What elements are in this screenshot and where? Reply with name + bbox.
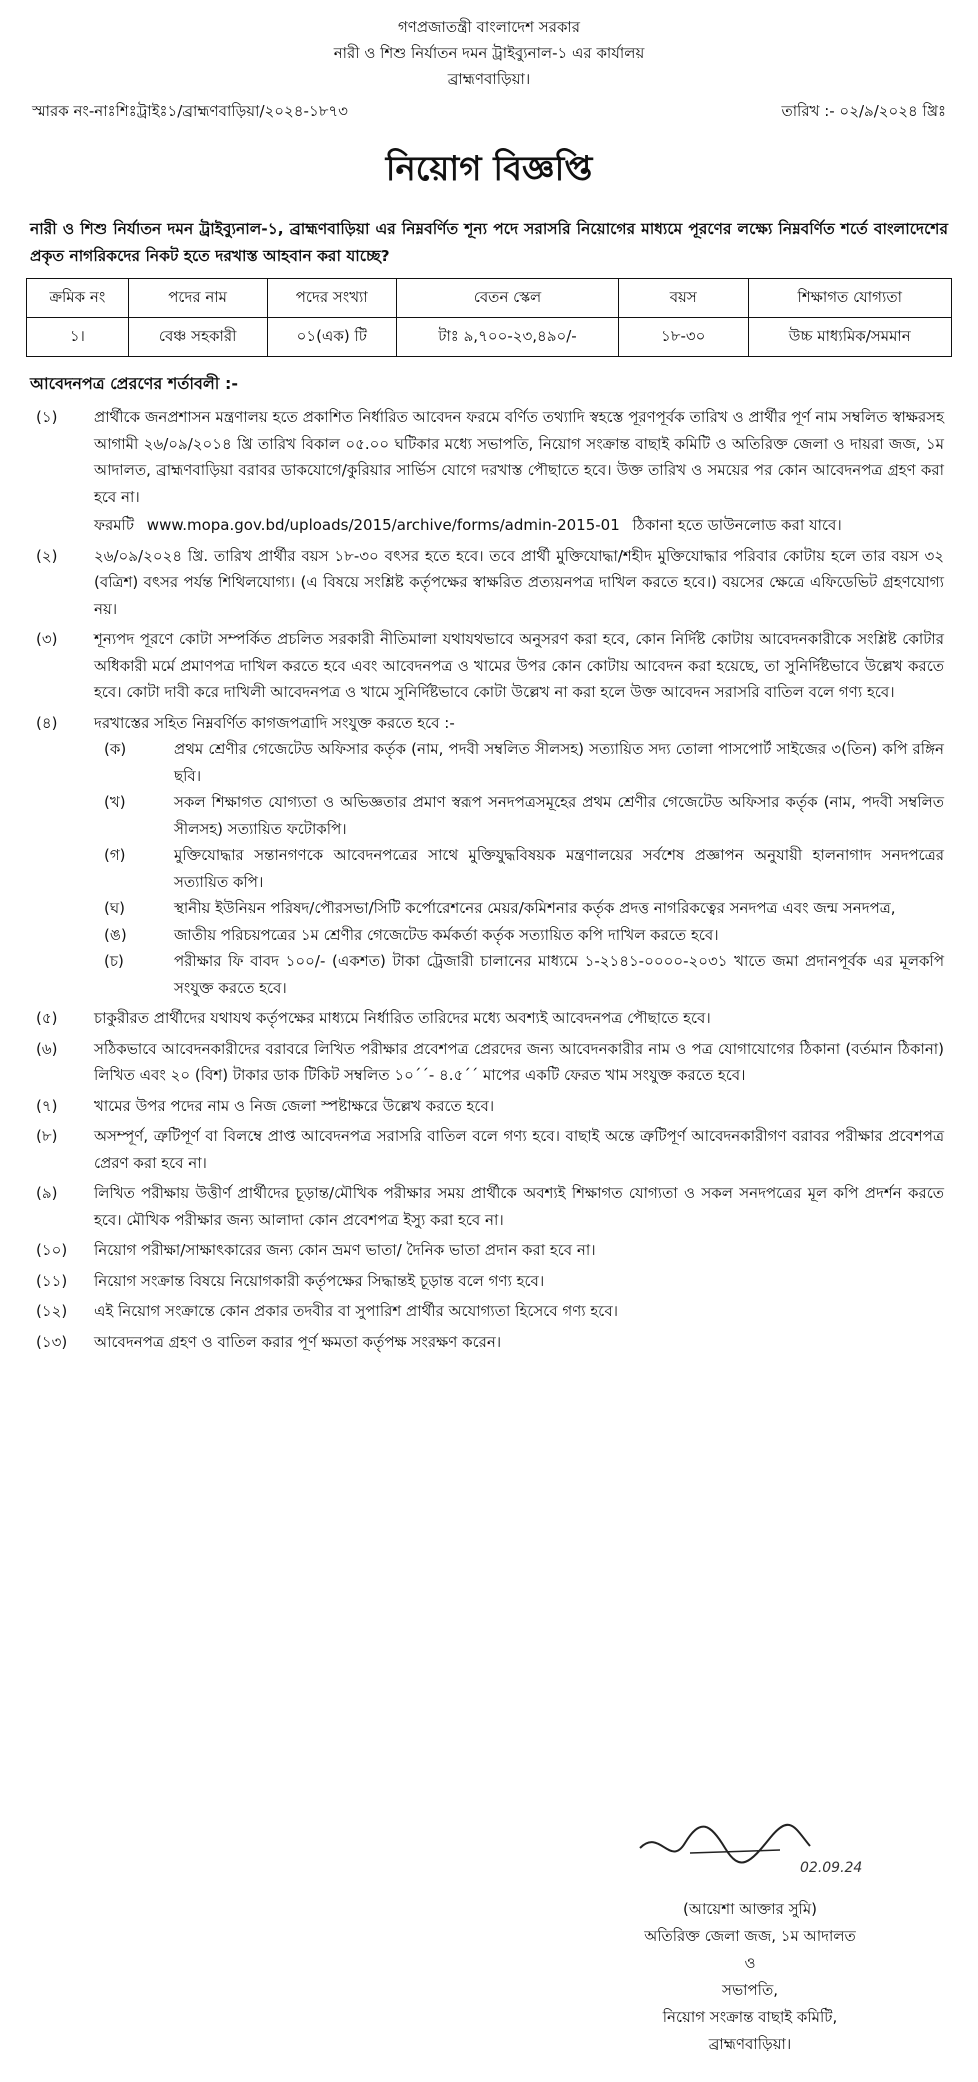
signatory-and: ও <box>744 1954 756 1972</box>
sub-item-uma <box>94 922 944 949</box>
condition-text: অসম্পূর্ণ, ত্রুটিপূর্ণ বা বিলম্বে প্রাপ্ত আবেদনপত্র সরাসরি বাতিল বলে গণ্য হবে। বাছাই অন্তে ত্রুটিপূর্ণ আবেদনকারীগণ বরাবর পরীক্ষার প্রবেশপত্র প্রেরণ করা হবে না। <box>94 1127 944 1172</box>
condition-text: আবেদনপত্র গ্রহণ ও বাতিল করার পূর্ণ ক্ষমতা কর্তৃপক্ষ সংরক্ষণ করেন। <box>94 1332 502 1351</box>
condition-number: (৫) <box>36 1009 58 1027</box>
cell-age: ১৮-৩০ <box>619 318 749 357</box>
sub-item-number: (ক) <box>104 740 127 758</box>
office-name: নারী ও শিশু নির্যাতন দমন ট্রাইব্যুনাল-১ এর কার্যালয় <box>333 44 645 62</box>
sub-item-text: পরীক্ষার ফি বাবদ ১০০/- (একশত) টাকা ট্রেজারী চালানের মাধ্যমে ১-২১৪১-০০০০-২০৩১ খাতে জমা প্রদানপূর্বক এর মূলকপি সংযুক্ত করতে হবে। <box>174 952 944 997</box>
condition-number: (৮) <box>36 1127 58 1145</box>
intro-paragraph: নারী ও শিশু নির্যাতন দমন ট্রাইব্যুনাল-১, ব্রাহ্মণবাড়িয়া এর নিম্নবর্ণিত শূন্য পদে সরাসরি নিয়োগের মাধ্যমে পূরণের লক্ষ্যে নিম্নবর্ণিত শর্তে বাংলাদেশের প্রকৃত নাগরিকদের নিকট হতে দরখাস্ত আহবান করা যাচ্ছে? <box>30 220 948 265</box>
col-count: পদের সংখ্যা <box>267 279 397 318</box>
condition-1 <box>26 404 952 539</box>
signatory-location: ব্রাহ্মণবাড়িয়া। <box>708 2035 792 2053</box>
col-qualification: শিক্ষাগত যোগ্যতা <box>748 279 952 318</box>
condition-text: এই নিয়োগ সংক্রান্তে কোন প্রকার তদবীর বা সুপারিশ প্রার্থীর অযোগ্যতা হিসেবে গণ্য হবে। <box>94 1302 619 1320</box>
form-download-note <box>94 512 944 539</box>
conditions-title: আবেদনপত্র প্রেরণের শর্তাবলী :- <box>30 374 238 393</box>
signatory-committee: নিয়োগ সংক্রান্ত বাছাই কমিটি, <box>662 2008 838 2026</box>
condition-10 <box>26 1237 952 1264</box>
condition-text: খামের উপর পদের নাম ও নিজ জেলা স্পষ্টাক্ষরে উল্লেখ করতে হবে। <box>94 1096 495 1115</box>
condition-number: (৬) <box>36 1039 58 1058</box>
table-header-row <box>27 279 952 318</box>
signature-date: 02.09.24 <box>800 1860 863 1876</box>
cell-count: ০১(এক) টি <box>267 318 397 357</box>
conditions-list <box>26 404 952 1355</box>
condition-number: (৪) <box>36 713 58 732</box>
condition-3 <box>26 626 952 706</box>
form-download-text: ঠিকানা হতে ডাউনলোড করা যাবে। <box>632 516 842 534</box>
cell-qualification: উচ্চ মাধ্যমিক/সমমান <box>748 318 952 357</box>
condition-text: নিয়োগ পরীক্ষা/সাক্ষাৎকারের জন্য কোন ভ্রমণ ভাতা/ দৈনিক ভাতা প্রদান করা হবে না। <box>94 1241 596 1259</box>
sub-item-number: (ঙ) <box>104 925 127 944</box>
cell-serial: ১। <box>27 318 129 357</box>
sub-item-gha <box>94 895 944 922</box>
cell-post: বেঞ্চ সহকারী <box>128 318 267 357</box>
condition-number: (৩) <box>36 630 58 648</box>
memo-row <box>26 100 952 125</box>
sub-item-text: মুক্তিযোদ্ধার সন্তানগণকে আবেদনপত্রের সাথে মুক্তিযুদ্ধবিষয়ক মন্ত্রণালয়ের সর্বশেষ প্রজ্ঞাপন অনুযায়ী হালনাগাদ সনদপত্রের সত্যায়িত কপি। <box>174 846 944 891</box>
office-header <box>26 14 952 92</box>
vacancy-table <box>26 278 952 357</box>
signatory-block <box>580 1896 920 2058</box>
sub-item-number: (চ) <box>104 952 124 970</box>
govt-name: গণপ্রজাতন্ত্রী বাংলাদেশ সরকার <box>397 18 581 36</box>
condition-text: শূন্যপদ পূরণে কোটা সম্পর্কিত প্রচলিত সরকারী নীতিমালা যথাযথভাবে অনুসরণ করা হবে, কোন নির্দিষ্ট কোটায় আবেদনকারীকে সংশ্লিষ্ট কোটার অধিকারী মর্মে প্রমাণপত্র দাখিল করতে হবে এবং আবেদনপত্র ও খামের উপর কোন কোটায় আবেদন করা হয়েছে, তা সুনির্দিষ্টভাবে উল্লেখ করতে হবে। কোটা দাবী করে দাখিলী আবেদনপত্র ও খামে সুনির্দিষ্টভাবে কোটা উল্লেখ না করা হলে উক্ত আবেদন সরাসরি বাতিল বলে গণ্য হবে। <box>94 630 944 701</box>
condition-2 <box>26 543 952 623</box>
table-row <box>27 318 952 357</box>
sub-item-text: প্রথম শ্রেণীর গেজেটেড অফিসার কর্তৃক (নাম, পদবী সম্বলিত সীলসহ) সত্যায়িত সদ্য তোলা পাসপোর্ট সাইজের ৩(তিন) কপি রঙ্গিন ছবি। <box>174 740 944 785</box>
condition-text: লিখিত পরীক্ষায় উত্তীর্ণ প্রার্থীদের চূড়ান্ত/মৌখিক পরীক্ষার সময় প্রার্থীকে অবশ্যই শিক্ষাগত যোগ্যতা ও সকল সনদপত্রের মূল কপি প্রদর্শন করতে হবে। মৌখিক পরীক্ষার জন্য আলাদা কোন প্রবেশপত্র ইস্যু করা হবে না। <box>94 1184 944 1229</box>
condition-6 <box>26 1036 952 1089</box>
condition-text: সঠিকভাবে আবেদনকারীদের বরাবরে লিখিত পরীক্ষার প্রবেশপত্র প্রেরদের জন্য আবেদনকারীর নাম ও পত্র যোগাযোগের ঠিকানা (বর্তমান ঠিকানা) লিখিত এবং ২০ (বিশ) টাকার ডাক টিকিট সম্বলিত ১০´´- ৪.৫´´ মাপের একটি ফেরত খাম সংযুক্ত করতে হবে। <box>94 1039 944 1084</box>
condition-number: (১৩) <box>36 1332 68 1351</box>
cell-scale: টাঃ ৯,৭০০-২৩,৪৯০/- <box>397 318 619 357</box>
condition-text: দরখাস্তের সহিত নিম্নবর্ণিত কাগজপত্রাদি সংযুক্ত করতে হবে :- <box>94 713 455 732</box>
sub-item-ka <box>94 736 944 789</box>
condition-text: চাকুরীরত প্রার্থীদের যথাযথ কর্তৃপক্ষের মাধ্যমে নির্ধারিত তারিদের মধ্যে অবশ্যই আবেদনপত্র পৌছাতে হবে। <box>94 1009 711 1027</box>
condition-4 <box>26 710 952 1002</box>
condition-13 <box>26 1329 952 1356</box>
sub-item-ga <box>94 842 944 895</box>
sub-item-kha <box>94 789 944 842</box>
col-serial: ক্রমিক নং <box>27 279 129 318</box>
condition-number: (১২) <box>36 1302 68 1320</box>
sub-item-number: (গ) <box>104 846 126 864</box>
condition-number: (১১) <box>36 1271 68 1290</box>
condition-7 <box>26 1093 952 1120</box>
condition-8 <box>26 1123 952 1176</box>
notice-title: নিয়োগ বিজ্ঞপ্তি <box>385 149 593 189</box>
form-label: ফরমটি <box>94 516 135 534</box>
signatory-role: সভাপতি, <box>722 1981 778 1999</box>
condition-number: (৯) <box>36 1184 58 1202</box>
condition-number: (৭) <box>36 1096 58 1115</box>
condition-9 <box>26 1180 952 1233</box>
col-age: বয়স <box>619 279 749 318</box>
condition-number: (১) <box>36 408 58 426</box>
memo-date: তারিখ :- ০২/৯/২০২৪ খ্রিঃ <box>781 102 946 120</box>
sub-item-number: (ঘ) <box>104 899 125 917</box>
sub-item-text: জাতীয় পরিচয়পত্রের ১ম শ্রেণীর গেজেটেড কর্মকর্তা কর্তৃক সত্যায়িত কপি দাখিল করতে হবে। <box>174 925 719 944</box>
sub-item-text: স্থানীয় ইউনিয়ন পরিষদ/পৌরসভা/সিটি কর্পোরেশনের মেয়র/কমিশনার কর্তৃক প্রদত্ত নাগরিকত্বের সনদপত্র এবং জন্ম সনদপত্র, <box>174 899 896 917</box>
condition-text: প্রার্থীকে জনপ্রশাসন মন্ত্রণালয় হতে প্রকাশিত নির্ধারিত আবেদন ফরমে বর্ণিত তথ্যাদি স্বহস্তে পূরণপূর্বক তারিখ ও প্রার্থীর পূর্ণ নাম সম্বলিত স্বাক্ষরসহ আগামী ২৬/০৯/২০১৪ খ্রি তারিখ বিকাল ০৫.০০ ঘটিকার মধ্যে সভাপতি, নিয়োগ সংক্রান্ত বাছাই কমিটি ও অতিরিক্ত জেলা ও দায়রা জজ, ১ম আদালত, ব্রাহ্মণবাড়িয়া বরাবর ডাকযোগে/কুরিয়ার সার্ভিস যোগে দরখাস্ত পৌছাতে হবে। উক্ত তারিখ ও সময়ের পর কোন আবেদনপত্র গ্রহণ করা হবে না। <box>94 408 944 506</box>
signatory-name: (আয়েশা আক্তার সুমি) <box>682 1900 818 1918</box>
sub-item-number: (খ) <box>104 793 126 811</box>
condition-5 <box>26 1005 952 1032</box>
form-url-link[interactable]: www.mopa.gov.bd/uploads/2015/archive/forms/admin-2015-01 <box>146 516 620 534</box>
condition-number: (১০) <box>36 1241 68 1259</box>
col-post: পদের নাম <box>128 279 267 318</box>
memo-ref: স্মারক নং-নাঃশিঃট্রাইঃ১/ব্রাহ্মণবাড়িয়া/২০২৪-১৮৭৩ <box>32 102 348 120</box>
col-scale: বেতন স্কেল <box>397 279 619 318</box>
condition-text: নিয়োগ সংক্রান্ত বিষয়ে নিয়োগকারী কর্তৃপক্ষের সিদ্ধান্তই চূড়ান্ত বলে গণ্য হবে। <box>94 1271 545 1290</box>
condition-number: (২) <box>36 546 58 565</box>
sub-item-cha <box>94 948 944 1001</box>
signatory-designation: অতিরিক্ত জেলা জজ, ১ম আদালত <box>644 1927 856 1945</box>
condition-11 <box>26 1268 952 1295</box>
condition-text: ২৬/০৯/২০২৪ খ্রি. তারিখ প্রার্থীর বয়স ১৮-৩০ বৎসর হতে হবে। তবে প্রার্থী মুক্তিযোদ্ধা/শহীদ মুক্তিযোদ্ধার পরিবার কোটায় হলে তার বয়স ৩২ (বত্রিশ) বৎসর পর্যন্ত শিথিলযোগ্য। (এ বিষয়ে সংশ্লিষ্ট কর্তৃপক্ষের স্বাক্ষরিত প্রত্যয়নপত্র দাখিল করতে হবে।) বয়সের ক্ষেত্রে এফিডেভিট গ্রহণযোগ্য নয়। <box>94 546 944 618</box>
condition-12 <box>26 1298 952 1325</box>
office-location: ব্রাহ্মণবাড়িয়া। <box>447 70 531 88</box>
sub-item-text: সকল শিক্ষাগত যোগ্যতা ও অভিজ্ঞতার প্রমাণ স্বরূপ সনদপত্রসমূহের প্রথম শ্রেণীর গেজেটেড অফিসার কর্তৃক (নাম, পদবী সম্বলিত সীলসহ) সত্যায়িত ফটোকপি। <box>174 793 944 838</box>
